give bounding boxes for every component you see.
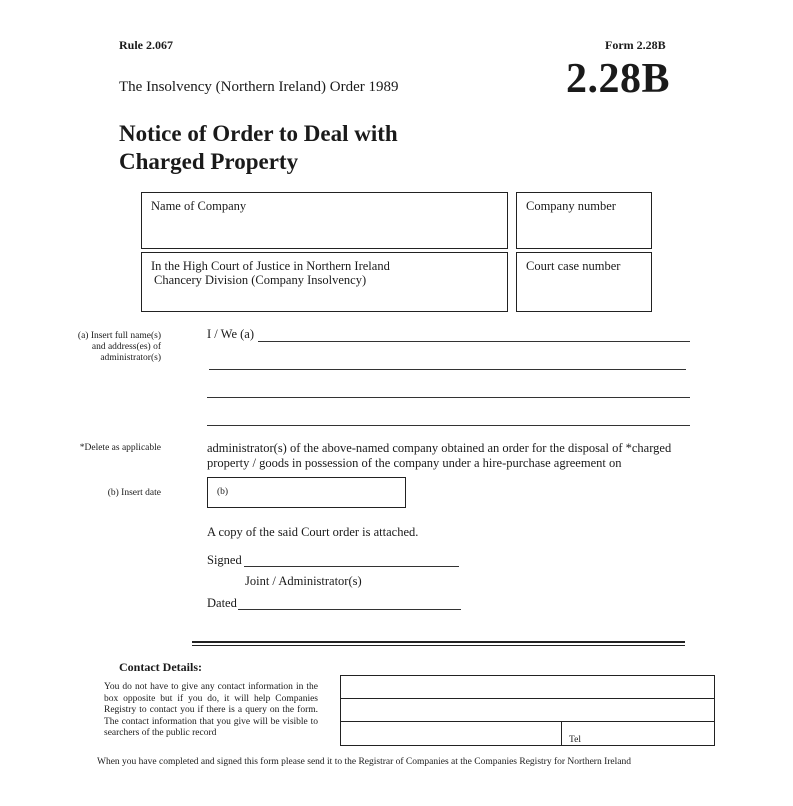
name-line-1[interactable]: [258, 341, 690, 342]
contact-text: You do not have to give any contact information in the box opposite but if you do, it will help Companies Registry to contact you if there is a query on the form. The contact information that you give will be visible to searchers of the public record: [104, 682, 318, 738]
side-note-a-line2: and address(es) of: [91, 342, 161, 352]
page-title: [119, 120, 398, 176]
side-note-a-line1: (a) Insert full name(s): [77, 331, 161, 341]
form-number-large: 2.28B: [566, 56, 671, 102]
tel-field[interactable]: [562, 721, 715, 746]
court-line1: In the High Court of Justice in Northern Ireland: [151, 259, 390, 273]
page-title-line2: Charged Property: [119, 149, 299, 174]
side-note-a: [40, 331, 161, 364]
joint-administrator-label: Joint / Administrator(s): [245, 574, 362, 588]
signed-label: Signed: [207, 553, 242, 567]
court-line2: Chancery Division (Company Insolvency): [154, 273, 367, 287]
statement-line1: administrator(s) of the above-named company obtained an order for the disposal of *charged: [207, 441, 672, 455]
date-box-label: (b): [217, 487, 229, 497]
contact-field-3[interactable]: [341, 721, 561, 746]
contact-field-1[interactable]: [341, 676, 714, 698]
court-box: [141, 252, 508, 312]
order-title: The Insolvency (Northern Ireland) Order 1989: [119, 79, 399, 95]
court-case-number-field[interactable]: [516, 252, 652, 312]
name-line-2[interactable]: [209, 369, 686, 370]
dated-label: Dated: [207, 596, 237, 610]
side-note-a-line3: administrator(s): [100, 353, 161, 363]
page-title-line1: Notice of Order to Deal with: [119, 121, 398, 146]
section-divider: [192, 641, 685, 646]
name-line-4[interactable]: [207, 425, 690, 426]
court-case-label: Court case number: [526, 259, 621, 273]
copy-statement: A copy of the said Court order is attached.: [207, 525, 419, 539]
company-name-field[interactable]: [141, 192, 508, 249]
name-line-3[interactable]: [207, 397, 690, 398]
date-field[interactable]: [207, 477, 406, 508]
company-name-label: Name of Company: [151, 199, 247, 213]
signature-line[interactable]: [244, 566, 459, 567]
form-label: Form 2.28B: [605, 38, 666, 52]
company-number-label: Company number: [526, 199, 616, 213]
tel-label: Tel: [569, 735, 581, 745]
contact-heading: Contact Details:: [119, 660, 202, 674]
statement: [207, 441, 707, 471]
iwe-label: I / We (a): [207, 327, 255, 341]
dated-line[interactable]: [238, 609, 461, 610]
side-note-delete: *Delete as applicable: [79, 443, 161, 453]
rule-number: Rule 2.067: [119, 38, 173, 52]
footer-instructions: When you have completed and signed this form please send it to the Registrar of Companies at the Companies Registry for Northern Ireland: [97, 757, 631, 767]
statement-line2: property / goods in possession of the company under a hire-purchase agreement on: [207, 456, 622, 470]
contact-field-2[interactable]: [341, 698, 714, 721]
company-number-field[interactable]: [516, 192, 652, 249]
side-note-b: (b) Insert date: [107, 488, 161, 498]
contact-box: [340, 675, 715, 746]
